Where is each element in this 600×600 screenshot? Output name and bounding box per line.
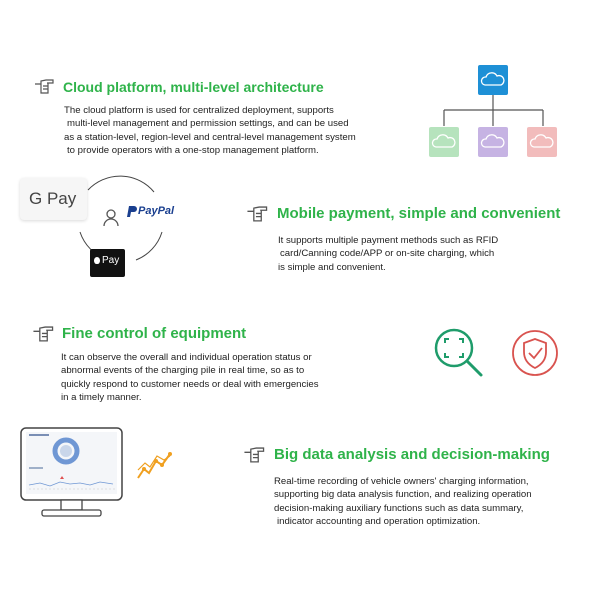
trend-line-icon [135,451,173,481]
body-line: in a timely manner. [61,392,142,404]
body-line: card/Canning code/APP or on-site charging, which [280,248,495,260]
pointing-hand-icon [246,206,268,223]
pointing-hand-icon [32,326,54,343]
body-line: as a station-level, region-level and central-level management system [64,131,356,143]
section-body [278,234,498,274]
scan-search-icon [433,327,485,379]
body-line: is simple and convenient. [278,261,386,273]
user-icon [103,209,119,227]
section-body [274,475,532,529]
body-line: supporting big data analysis function, and realizing operation [274,489,532,501]
body-line: quickly respond to customer needs or deal with emergencies [61,378,319,390]
gpay-logo: G Pay [29,189,77,208]
body-line: multi-level management and permission settings, and can be used [67,118,349,130]
body-line: indicator accounting and operation optimization. [277,516,481,528]
body-line: It can observe the overall and individual operation status or [61,352,312,363]
paypal-icon [127,206,137,218]
body-line: It supports multiple payment methods such as RFID [278,235,499,246]
body-line: to provide operators with a one-stop management platform. [67,145,319,157]
cloud-icon-green [429,127,459,157]
shield-check-icon [511,329,559,377]
section-title: Big data analysis and decision-making [274,446,550,463]
monitor-dashboard-icon [20,427,123,519]
body-line: abnormal events of the charging pile in real time, so as to [61,365,305,377]
body-line: decision-making auxiliary functions such as data summary, [274,502,524,514]
pointing-hand-icon [34,79,54,95]
section-title: Fine control of equipment [62,325,247,342]
payment-methods-graphic [20,178,190,283]
cloud-icon [478,65,508,95]
pointing-hand-icon [243,447,265,464]
cloud-hierarchy-diagram [425,62,560,162]
section-title: Mobile payment, simple and convenient [277,205,561,222]
cloud-icon-purple [478,127,508,157]
applepay-label: Pay [102,255,120,266]
section-body [64,104,356,158]
applepay-card [90,249,125,277]
cloud-icon-pink [527,127,557,157]
gpay-card [20,178,87,220]
body-line: Real-time recording of vehicle owners' charging information, [274,476,529,487]
body-line: The cloud platform is used for centralized deployment, supports [64,105,334,116]
section-body [61,351,319,405]
apple-icon [94,257,100,264]
section-title: Cloud platform, multi-level architecture [63,79,324,95]
paypal-logo: PayPal [138,205,175,217]
